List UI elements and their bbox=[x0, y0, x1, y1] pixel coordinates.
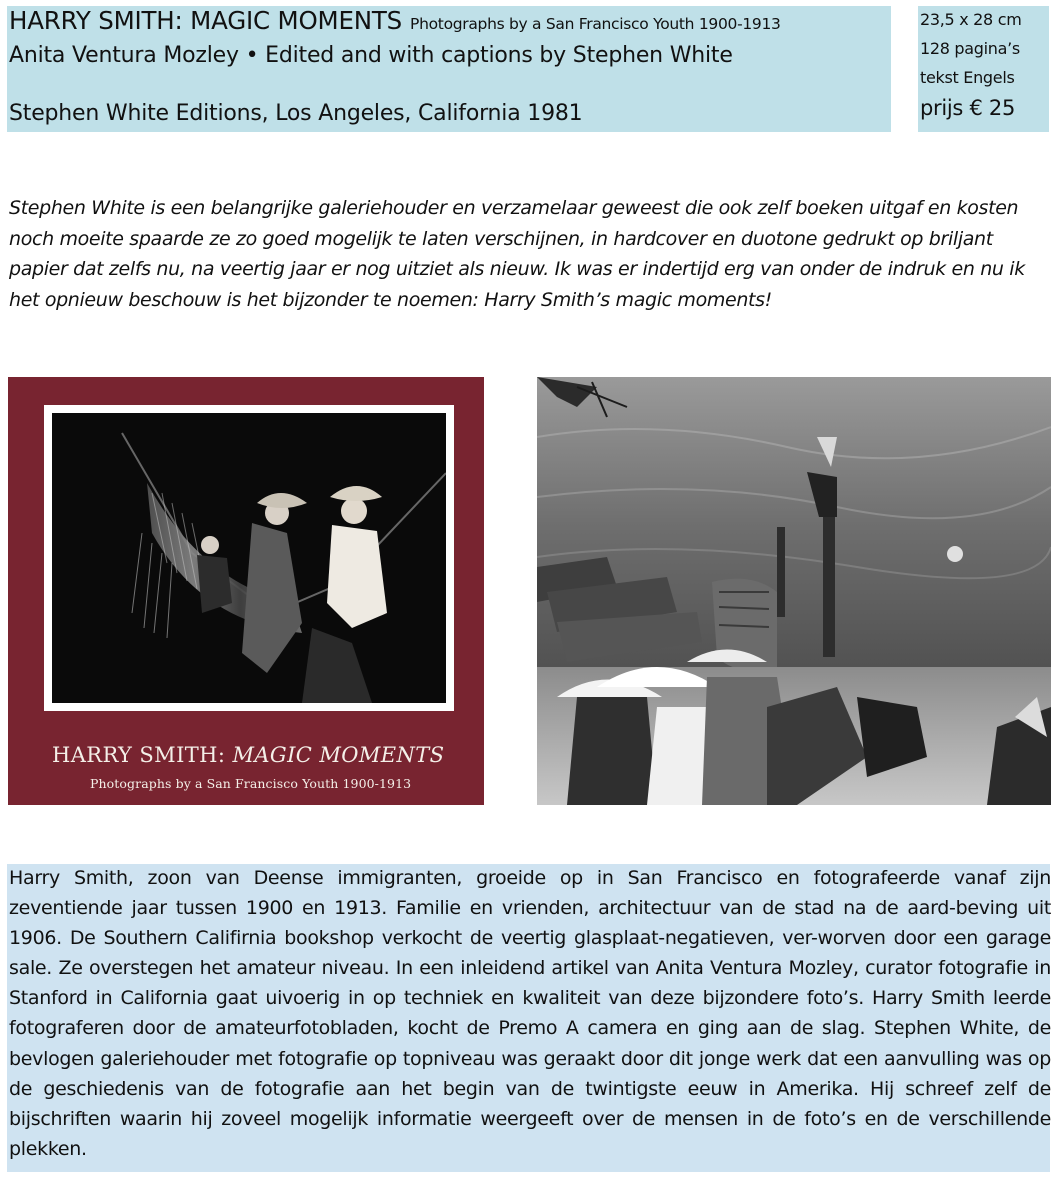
book-title: HARRY SMITH: MAGIC MOMENTS bbox=[9, 6, 403, 35]
book-cover-image bbox=[8, 377, 484, 805]
spec-dimensions: 23,5 x 28 cm bbox=[920, 10, 1022, 29]
cover-title bbox=[52, 743, 444, 767]
book-subtitle: Photographs by a San Francisco Youth 1900-1913 bbox=[410, 15, 781, 33]
lake-scene-photo bbox=[537, 377, 1051, 805]
book-specs bbox=[918, 6, 1049, 132]
spec-pages: 128 pagina’s bbox=[920, 39, 1020, 58]
cover-subtitle: Photographs by a San Francisco Youth 1900-1913 bbox=[90, 776, 412, 791]
intro-paragraph: Stephen White is een belangrijke galeriehouder en verzamelaar geweest die ook zelf boeken uitgaf en kosten noch moeite spaarde ze zo goed mogelijk te laten verschijnen, in hardcover en duotone gedrukt op briljant papier dat zelfs nu, na veertig jaar er nog uitziet als nieuw. Ik was er indertijd erg van onder de indruk en nu ik het opnieuw beschouw is het bijzonder te noemen: Harry Smith’s magic moments! bbox=[9, 197, 1025, 311]
cover-title-italic: MAGIC MOMENTS bbox=[232, 743, 445, 767]
spec-price: prijs € 25 bbox=[920, 96, 1016, 120]
body-paragraph: Harry Smith, zoon van Deense immigranten, groeide op in San Francisco en fotografeerde vanaf zijn zeventiende jaar tussen 1900 en 1913. Familie en vrienden, architectuur van de stad na de aard-beving uit 1906. De Southern Califirnia bookshop verkocht de veertig glasplaat-negatieven, ver-worven door een garage sale. Ze overstegen het amateur niveau. In een inleidend artikel van Anita Ventura Mozley, curator fotografie in Stanford in California gaat uivoerig in op techniek en kwaliteit van deze bijzondere foto’s. Harry Smith leerde fotograferen door de amateurfotobladen, kocht de Premo A camera en ging aan de slag. Stephen White, de bevlogen galeriehouder met fotografie op topniveau was geraakt door dit jonge werk dat een aanvulling was op de geschiedenis van de fotografie aan het begin van de twintigste eeuw in Amerika. Hij schreef zelf de bijschriften waarin hij zoveel mogelijk informatie weergeeft over de mensen in de foto’s en de verschillende plekken. bbox=[9, 867, 1051, 1160]
cover-photo-frame bbox=[44, 405, 454, 711]
book-title-line bbox=[9, 6, 781, 39]
book-publisher-line: Stephen White Editions, Los Angeles, California 1981 bbox=[9, 101, 583, 126]
cover-hammock-photo bbox=[52, 413, 446, 703]
cover-title-plain: HARRY SMITH: bbox=[52, 743, 233, 767]
book-author-line: Anita Ventura Mozley • Edited and with captions by Stephen White bbox=[9, 43, 733, 68]
spec-language: tekst Engels bbox=[920, 68, 1015, 87]
